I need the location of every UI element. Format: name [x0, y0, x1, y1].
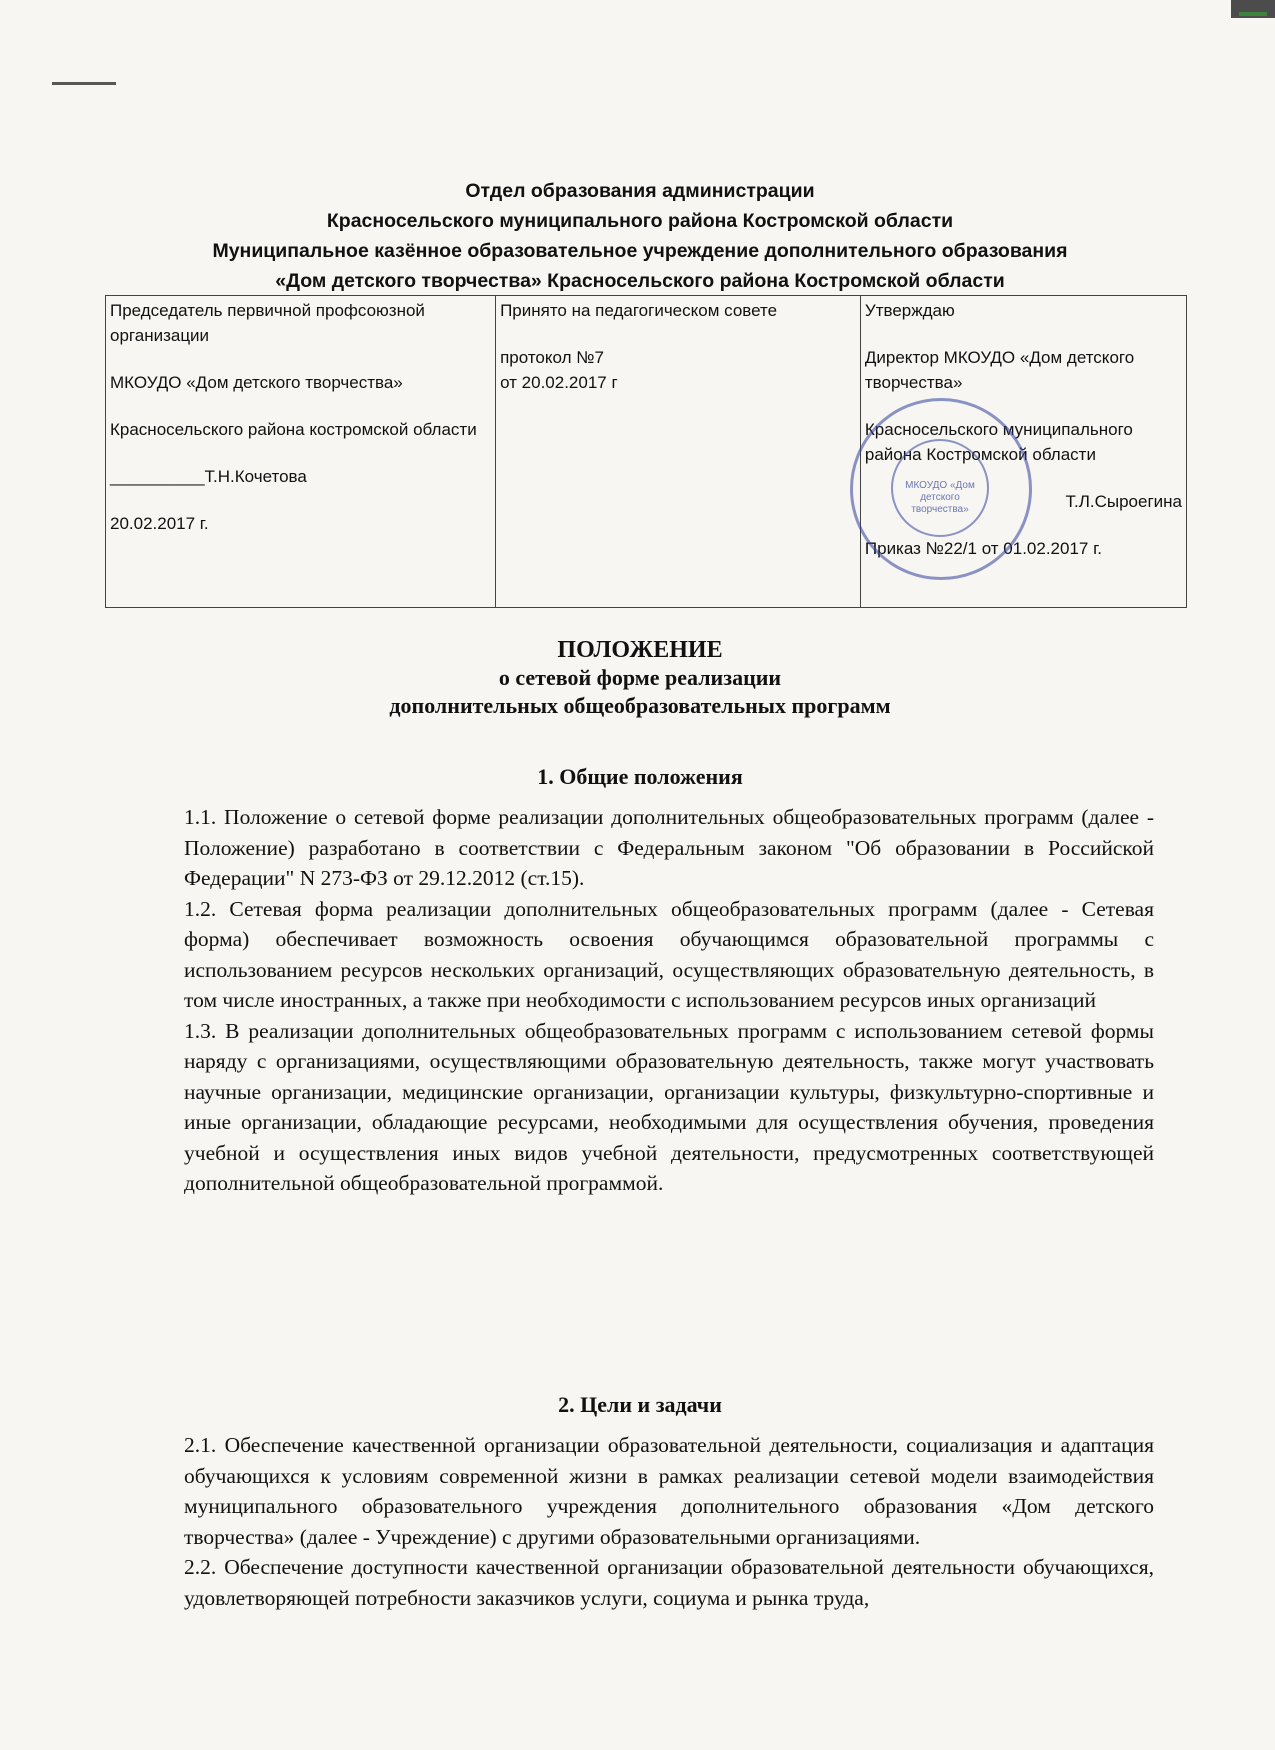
section-body [184, 1430, 1154, 1613]
director-signature: Т.Л.Сыроегина [1065, 492, 1182, 511]
paragraph: 1.3. В реализации дополнительных общеобразовательных программ с использованием сетевой формы наряду с организациями, осуществляющими образовательную деятельность, также могут участвовать научные организации, медицинские организации, организации культуры, физкультурно-спортивные и иные организации, обладающие ресурсами, необходимыми для осуществления обучения, проведения учебной и осуществления иных видов учебной деятельности, предусмотренных соответствующей дополнительной общеобразовательной программой. [184, 1018, 1154, 1195]
paragraph: 1.1. Положение о сетевой форме реализации дополнительных общеобразовательных программ (далее - Положение) разработано в соответствии с Федеральным законом "Об образовании в Российской Федерации" N 273-ФЗ от 29.12.2012 (ст.15). [184, 805, 1154, 890]
order-number: Приказ №22/1 от 01.02.2017 г. [864, 539, 1102, 558]
union-signature: __________Т.Н.Кочетова [110, 467, 307, 486]
section-heading: 2. Цели и задачи [558, 1392, 722, 1417]
document-header [105, 176, 1175, 296]
section-heading: 1. Общие положения [537, 764, 743, 789]
trade-union-cell [106, 296, 496, 608]
union-date: 20.02.2017 г. [110, 514, 209, 533]
union-region: Красносельского района костромской области [110, 420, 477, 439]
council-protocol: протокол №7 [500, 348, 604, 367]
header-line: Красносельского муниципального района Костромской области [326, 210, 954, 232]
approve-label: Утверждаю [864, 301, 955, 320]
scan-artifact [52, 82, 116, 85]
approval-table [105, 295, 1187, 608]
header-line: Муниципальное казённое образовательное учреждение дополнительного образования [212, 240, 1068, 262]
paragraph: 2.2. Обеспечение доступности качественной организации образовательной деятельности обучающихся, удовлетворяющей потребности заказчиков услуги, социума и рынка труда, [184, 1555, 1154, 1610]
header-line: Отдел образования администрации [465, 180, 815, 202]
scan-artifact [1239, 12, 1267, 16]
council-cell [496, 296, 861, 608]
director-region: Красносельского муниципального района Костромской области [864, 420, 1133, 464]
document-title [105, 636, 1175, 720]
union-org: МКОУДО «Дом детского творчества» [110, 373, 403, 392]
council-date: от 20.02.2017 г [500, 373, 618, 392]
stamp-text: МКОУДО «Дом детского творчества» [905, 480, 975, 515]
council-title: Принято на педагогическом совете [500, 301, 778, 320]
title-sub: дополнительных общеобразовательных программ [389, 693, 891, 718]
section-body [184, 802, 1154, 1199]
paragraph: 1.2. Сетевая форма реализации дополнительных общеобразовательных программ (далее - Сетевая форма) обеспечивает возможность освоения обучающимся образовательной программы с использованием ресурсов нескольких организаций, осуществляющих образовательную деятельность, в том числе иностранных, а также при необходимости с использованием ресурсов иных организаций [184, 896, 1154, 1012]
paragraph: 2.1. Обеспечение качественной организации образовательной деятельности, социализация и адаптация обучающихся к условиям современной жизни в рамках реализации сетевой модели взаимодействия муниципального образовательного учреждения дополнительного образования «Дом детского творчества» (далее - Учреждение) с другими образовательными организациями. [184, 1433, 1154, 1549]
director-title: Директор МКОУДО «Дом детского творчества» [864, 348, 1135, 392]
union-title: Председатель первичной профсоюзной организации [110, 301, 425, 345]
title-main: ПОЛОЖЕНИЕ [557, 637, 723, 663]
title-sub: о сетевой форме реализации [498, 665, 782, 690]
header-line: «Дом детского творчества» Красносельского района Костромской области [275, 270, 1005, 292]
